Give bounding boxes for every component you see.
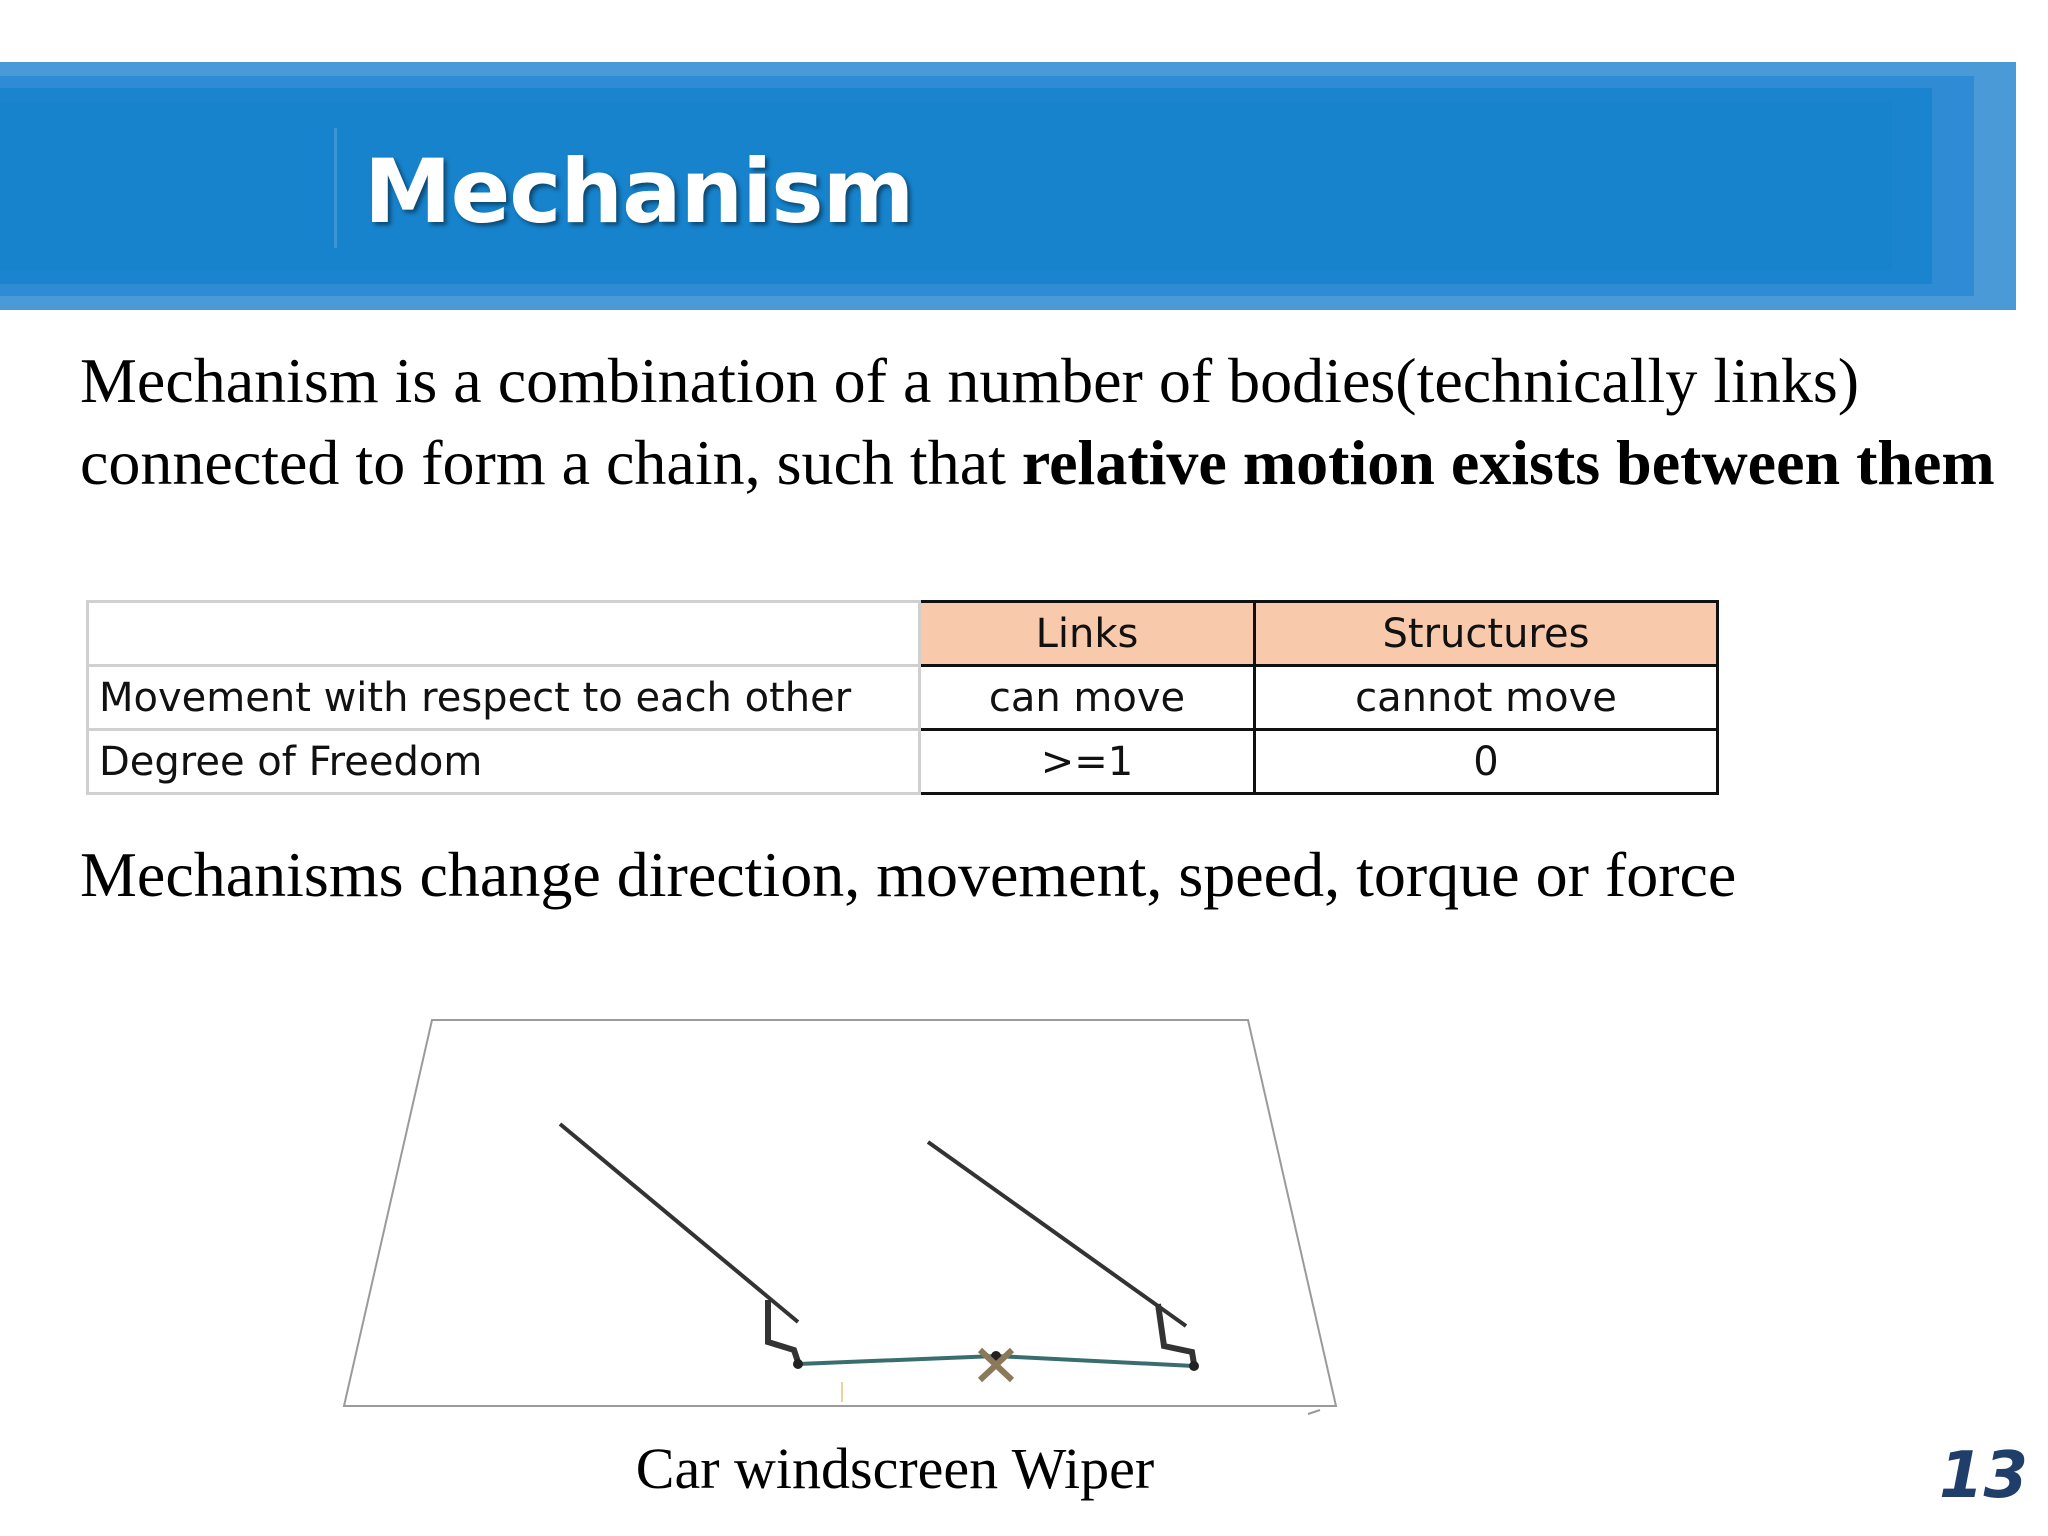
title-bar [0, 62, 2016, 310]
links-cell: can move [920, 666, 1255, 730]
links-cell: >=1 [920, 730, 1255, 794]
corner-marker [1308, 1410, 1320, 1414]
table-corner-cell [88, 602, 920, 666]
structures-header: Structures [1255, 602, 1718, 666]
table-row [88, 666, 1718, 730]
row-label: Movement with respect to each other [88, 666, 920, 730]
figure-caption: Car windscreen Wiper [635, 1436, 1155, 1501]
slide-title: Mechanism [364, 140, 914, 243]
right-pivot [1189, 1361, 1199, 1371]
structures-cell: cannot move [1255, 666, 1718, 730]
right-wiper-blade [928, 1142, 1186, 1326]
left-pivot [793, 1359, 803, 1369]
comparison-table [86, 600, 1719, 795]
summary-text: Mechanisms change direction, movement, speed, torque or force [80, 839, 1737, 910]
left-wiper-blade [560, 1124, 798, 1322]
table-row [88, 730, 1718, 794]
intro-text: Mechanism is a combination of a number of bodies(technically links) connected to form a chain, such that [80, 345, 1860, 498]
right-wiper-arm [1158, 1304, 1194, 1364]
row-label: Degree of Freedom [88, 730, 920, 794]
intro-paragraph [80, 340, 2020, 504]
intro-bold-text: relative motion exists between them [1021, 427, 1995, 498]
structures-cell: 0 [1255, 730, 1718, 794]
wiper-diagram [340, 1010, 1340, 1430]
table-header-row [88, 602, 1718, 666]
page-number: 13 [1938, 1439, 2028, 1513]
title-divider [334, 128, 337, 248]
links-header: Links [920, 602, 1255, 666]
title-band-inner [0, 102, 1892, 270]
